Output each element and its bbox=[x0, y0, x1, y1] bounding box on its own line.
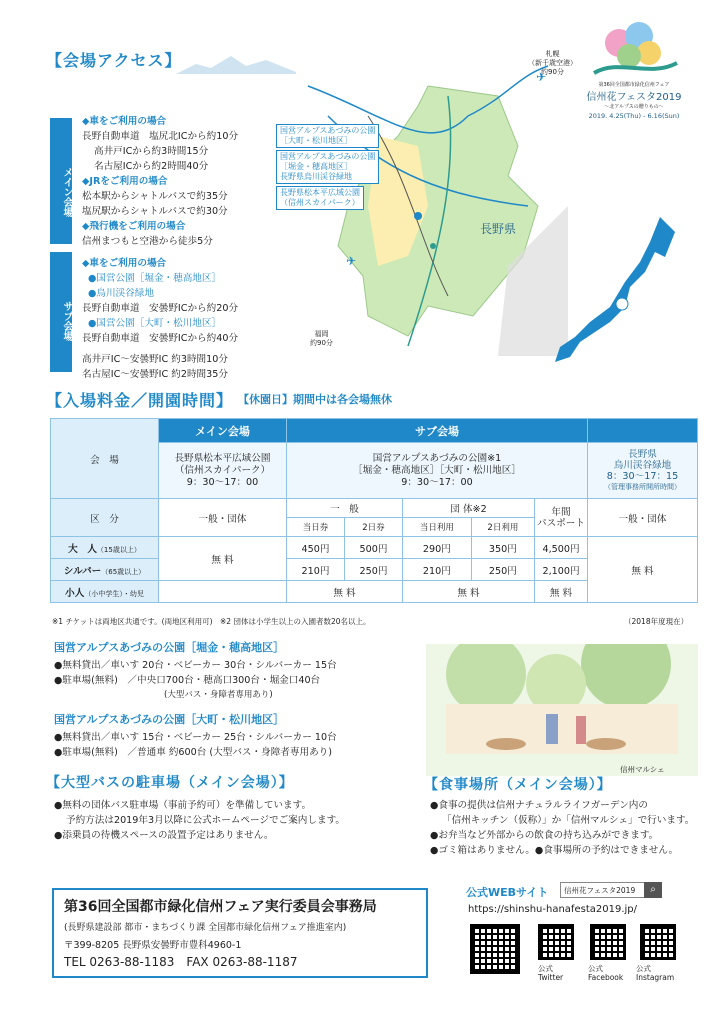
senior-text: シルバー bbox=[63, 565, 102, 577]
sub-venue-tab: サブ会場 bbox=[50, 252, 72, 372]
jr-heading: ◆JRをご利用の場合 bbox=[82, 176, 168, 187]
fee-table bbox=[50, 418, 698, 603]
food-line: ●お弁当など外部からの飲食の持ち込みができます。 bbox=[430, 830, 659, 841]
access-line: 長野自動車道 塩尻北ICから約10分 bbox=[82, 131, 239, 142]
logo-dates: 2019. 4.25(Thu) - 6.16(Sun) bbox=[588, 112, 680, 120]
airplane-icon: ✈ bbox=[536, 70, 547, 84]
access-line: 名古屋ICから約2時間40分 bbox=[94, 161, 209, 172]
food-info bbox=[430, 798, 694, 858]
parking-a bbox=[54, 640, 337, 703]
main-venue-tab: メイン会場 bbox=[50, 118, 72, 244]
sub-venue-head: サブ会場 bbox=[287, 419, 588, 443]
main-free: 無 料 bbox=[159, 537, 287, 581]
map-label-omachi: 国営アルプスあづみの公園 ［大町・松川地区］ bbox=[276, 124, 379, 148]
sub2-note: （管理事務所開所時間） bbox=[604, 482, 681, 491]
senior-note: （65歳以上） bbox=[101, 567, 146, 576]
parking-a-title: 国営アルプスあづみの公園［堀金・穂高地区］ bbox=[54, 641, 285, 654]
access-line: 長野自動車道 安曇野ICから約20分 bbox=[82, 303, 239, 314]
search-text: 信州花フェスタ2019 bbox=[564, 886, 636, 895]
sub2-free: 無 料 bbox=[588, 537, 698, 603]
access-line: 名古屋IC～安曇野IC 約2時間35分 bbox=[82, 369, 228, 380]
access-line: 長野自動車道 安曇野ICから約40分 bbox=[82, 333, 239, 344]
two-day-head: 2日券 bbox=[344, 518, 402, 537]
airplane-icon: ✈ bbox=[346, 254, 357, 268]
main-venue-name: 長野県松本平広域公園 （信州スカイパーク） bbox=[174, 452, 271, 476]
org-name: 第36回全国都市緑化信州フェア実行委員会事務局 bbox=[64, 899, 377, 915]
fee-title: 【入場料金／開園時間】 bbox=[46, 391, 234, 410]
parking-line: ●駐車場(無料) ／普通車 約600台 (大型バス・身障者専用あり) bbox=[54, 747, 333, 758]
bus-info bbox=[54, 798, 345, 843]
child-text: 小人 bbox=[65, 587, 85, 599]
park-name: ●国営公園［大町・松川地区］ bbox=[88, 318, 222, 329]
search-button[interactable] bbox=[644, 882, 662, 898]
parking-line: (大型バス・身障者専用あり) bbox=[164, 690, 273, 700]
adult-text: 大 人 bbox=[68, 543, 97, 555]
general-group: 一般・団体 bbox=[159, 499, 287, 537]
qr-code-facebook[interactable] bbox=[590, 924, 626, 960]
child-free: 無 料 bbox=[287, 581, 403, 603]
flower-logo-icon bbox=[589, 18, 679, 78]
access-title: 【会場アクセス】 bbox=[46, 51, 182, 70]
same-day-head: 当日券 bbox=[287, 518, 345, 537]
venue-label: 会 場 bbox=[51, 419, 159, 499]
price-cell: 210円 bbox=[402, 559, 471, 581]
sub-venue-cell bbox=[287, 443, 588, 499]
fee-as-of: （2018年度現在） bbox=[624, 617, 689, 626]
two-use-head: 2日利用 bbox=[471, 518, 534, 537]
map-sapporo: 札幌 （新千歳空港） 約90分 bbox=[528, 50, 577, 76]
sub2-hours: 8：30～17：15 bbox=[606, 470, 679, 482]
web-label: 公式WEBサイト bbox=[466, 886, 549, 899]
price-cell: 450円 bbox=[287, 537, 345, 559]
senior-label bbox=[51, 559, 159, 581]
marche-caption: 信州マルシェ bbox=[620, 765, 665, 774]
logo-sub: ～北アルプスの贈りもの～ bbox=[604, 104, 664, 110]
contact-box bbox=[52, 888, 428, 978]
festa-logo bbox=[572, 18, 696, 120]
food-line: ●食事の提供は信州ナチュラルライフガーデン内の bbox=[430, 800, 648, 811]
access-line: 高井戸IC～安曇野IC 約3時間10分 bbox=[82, 354, 228, 365]
bus-line: 予約方法は2019年3月以降に公式ホームページでご案内します。 bbox=[66, 815, 345, 826]
logo-line1: 第36回全国都市緑化信州フェア bbox=[598, 82, 670, 88]
park-name: ●国営公園［堀金・穂高地区］ bbox=[88, 273, 222, 284]
child-free: 無 料 bbox=[535, 581, 588, 603]
bus-title: 【大型バスの駐車場（メイン会場）】 bbox=[46, 775, 294, 791]
price-cell: 2,100円 bbox=[535, 559, 588, 581]
pref-name: 長野県 bbox=[480, 222, 517, 236]
fee-footnote: ※1 チケットは両地区共通です。(両地区利用可) ※2 団体は小学生以上の入園者数20名以上。 bbox=[52, 617, 371, 626]
car-heading: ◆車をご利用の場合 bbox=[82, 258, 167, 269]
child-free: 無 料 bbox=[402, 581, 534, 603]
site-url[interactable]: https://shinshu-hanafesta2019.jp/ bbox=[468, 904, 637, 915]
park-name: ●烏川渓谷緑地 bbox=[88, 288, 154, 299]
food-line: 「信州キッチン（仮称）」か「信州マルシェ」で行います。 bbox=[442, 815, 695, 826]
child-label bbox=[51, 581, 159, 603]
access-line: 高井戸ICから約3時間15分 bbox=[94, 146, 209, 157]
access-line: 松本駅からシャトルバスで約35分 bbox=[82, 191, 228, 202]
parking-b bbox=[54, 712, 337, 760]
annual-pass-head: 年間 パスポート bbox=[535, 499, 588, 537]
parking-line: ●無料貸出／車いす 20台・ベビーカー 30台・シルバーカー 15台 bbox=[54, 660, 337, 671]
parking-line: ●駐車場(無料) ／中央口700台・穂高口300台・堀金口40台 bbox=[54, 675, 321, 686]
logo-name: 信州花フェスタ2019 bbox=[586, 92, 682, 103]
air-heading: ◆飛行機をご利用の場合 bbox=[82, 221, 186, 232]
bus-line: ●添乗員の待機スペースの設置予定はありません。 bbox=[54, 830, 274, 841]
price-cell: 290円 bbox=[402, 537, 471, 559]
marche-illustration bbox=[426, 644, 698, 776]
main-venue-cell bbox=[159, 443, 287, 499]
price-cell: 500円 bbox=[344, 537, 402, 559]
search-icon: ⌕ bbox=[650, 884, 656, 895]
main-access bbox=[82, 114, 238, 249]
same-use-head: 当日利用 bbox=[402, 518, 471, 537]
org-address: 〒399-8205 長野県安曇野市豊科4960-1 bbox=[64, 940, 242, 951]
parking-b-title: 国営アルプスあづみの公園［大町・松川地区］ bbox=[54, 713, 285, 726]
car-heading: ◆車をご利用の場合 bbox=[82, 116, 167, 127]
food-title: 【食事場所（メイン会場）】 bbox=[424, 777, 612, 793]
org-phone: TEL 0263-88-1183 FAX 0263-88-1187 bbox=[64, 955, 298, 969]
qr-code-twitter[interactable] bbox=[538, 924, 574, 960]
sub-venue-name: 国営アルプスあづみの公園※1 ［堀金・穂高地区］［大町・松川地区］ bbox=[353, 452, 521, 476]
child-note: （小中学生）・幼児 bbox=[84, 589, 144, 598]
japan-map bbox=[540, 212, 680, 372]
bus-line: ●無料の団体バス駐車場（事前予約可）を準備しています。 bbox=[54, 800, 312, 811]
price-cell: 250円 bbox=[471, 559, 534, 581]
map-label-horigane: 国営アルプスあづみの公園 ［堀金・穂高地区］ 長野県烏川渓谷緑地 bbox=[276, 150, 379, 184]
main-venue-head: メイン会場 bbox=[159, 419, 287, 443]
general-group-2: 一般・団体 bbox=[588, 499, 698, 537]
holiday-note: 【休園日】期間中は各会場無休 bbox=[238, 393, 392, 406]
qr-code-instagram[interactable] bbox=[640, 924, 676, 960]
qr-label-instagram: 公式 Instagram bbox=[636, 964, 675, 982]
qr-label-facebook: 公式 Facebook bbox=[588, 964, 624, 982]
sub-hours: 9：30～17：00 bbox=[401, 476, 473, 488]
sub-access bbox=[82, 256, 238, 382]
map-label-skypark: 長野県松本平広域公園 （信州スカイパーク） bbox=[276, 186, 364, 210]
map-fukuoka: 福岡 約90分 bbox=[310, 330, 333, 347]
price-cell: 250円 bbox=[344, 559, 402, 581]
kubun-label: 区 分 bbox=[51, 499, 159, 537]
access-line: 塩尻駅からシャトルバスで約30分 bbox=[82, 206, 228, 217]
ippan-head: 一 般 bbox=[287, 499, 403, 518]
qr-code-web[interactable] bbox=[470, 924, 520, 974]
qr-label-twitter: 公式 Twitter bbox=[538, 964, 564, 982]
price-cell: 350円 bbox=[471, 537, 534, 559]
adult-label bbox=[51, 537, 159, 559]
parking-line: ●無料貸出／車いす 15台・ベビーカー 25台・シルバーカー 10台 bbox=[54, 732, 337, 743]
sub2-venue-name: 長野県 烏川渓谷緑地 bbox=[613, 448, 672, 471]
price-cell: 210円 bbox=[287, 559, 345, 581]
access-line: 信州まつもと空港から徒歩5分 bbox=[82, 236, 213, 247]
org-dept: (長野県建設部 都市・まちづくり課 全国都市緑化信州フェア推進室内) bbox=[64, 923, 347, 933]
main-hours: 9：30～17：00 bbox=[186, 476, 259, 488]
sub2-venue-cell bbox=[588, 443, 698, 499]
food-line: ●ゴミ箱はありません。●食事場所の予約はできません。 bbox=[430, 845, 679, 856]
adult-note: （15歳以上） bbox=[96, 545, 141, 554]
price-cell: 4,500円 bbox=[535, 537, 588, 559]
dantai-head: 団 体※2 bbox=[402, 499, 534, 518]
